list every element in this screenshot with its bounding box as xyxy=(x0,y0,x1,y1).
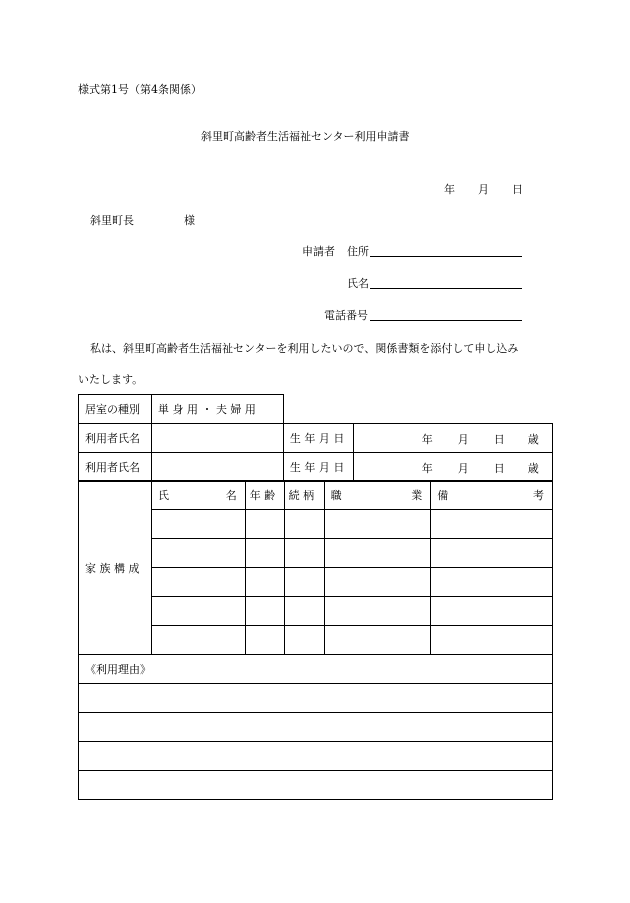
birthdate-field[interactable] xyxy=(353,424,552,453)
address-field[interactable] xyxy=(370,243,522,257)
reason-line[interactable] xyxy=(79,684,553,713)
birth-age: 歳 xyxy=(527,433,539,446)
room-type-options[interactable]: 単 身 用 ・ 夫 婦 用 xyxy=(151,395,283,424)
phone-label: 電話番号 xyxy=(324,309,368,322)
name-label: 氏名 xyxy=(347,277,369,290)
birthdate-label-2: 生 年 月 日 xyxy=(283,453,353,482)
page-title: 斜里町高齢者生活福祉センター利用申請書 xyxy=(201,130,410,143)
phone-field[interactable] xyxy=(370,307,522,321)
birth-age-2: 歳 xyxy=(527,462,539,475)
address-label: 住所 xyxy=(347,245,369,258)
name-field[interactable] xyxy=(370,275,522,289)
birth-year-2: 年 xyxy=(421,462,433,475)
col-header-age: 年 齢 xyxy=(245,481,284,510)
body-text-line1: 私は、斜里町高齢者生活福祉センターを利用したいので、関係書類を添付して申し込み xyxy=(90,342,519,355)
applicant-label: 申請者 xyxy=(302,245,335,258)
birth-month: 月 xyxy=(457,433,469,446)
birth-month-2: 月 xyxy=(457,462,469,475)
reason-line[interactable] xyxy=(79,742,553,771)
date-day: 日 xyxy=(512,183,523,196)
body-text-line2: いたします。 xyxy=(78,373,144,386)
col-header-occupation: 職 業 xyxy=(324,481,431,510)
form-number: 様式第1号（第4条関係） xyxy=(78,83,202,96)
room-type-label: 居室の種別 xyxy=(79,395,152,424)
user-name-label-2: 利用者氏名 xyxy=(79,453,152,482)
col-header-relation: 続 柄 xyxy=(284,481,324,510)
date-year: 年 xyxy=(444,183,455,196)
reason-line[interactable] xyxy=(79,713,553,742)
reason-label: 《利用理由》 xyxy=(79,655,553,684)
birthdate-field-2[interactable] xyxy=(353,453,552,482)
user-name-label: 利用者氏名 xyxy=(79,424,152,453)
addressee-name: 斜里町長 xyxy=(90,214,134,227)
reason-line[interactable] xyxy=(79,771,553,800)
birth-day-2: 日 xyxy=(493,462,505,475)
birth-year: 年 xyxy=(421,433,433,446)
addressee-honorific: 様 xyxy=(184,214,195,227)
family-label: 家 族 構 成 xyxy=(79,481,152,655)
birth-day: 日 xyxy=(493,433,505,446)
birthdate-label: 生 年 月 日 xyxy=(283,424,353,453)
user-name-field[interactable] xyxy=(151,424,283,453)
date-month: 月 xyxy=(478,183,489,196)
col-header-name: 氏 名 xyxy=(151,481,245,510)
applicant-info-table xyxy=(78,394,553,482)
col-header-remarks: 備 考 xyxy=(431,481,553,510)
family-table xyxy=(78,480,553,800)
user-name-field-2[interactable] xyxy=(151,453,283,482)
